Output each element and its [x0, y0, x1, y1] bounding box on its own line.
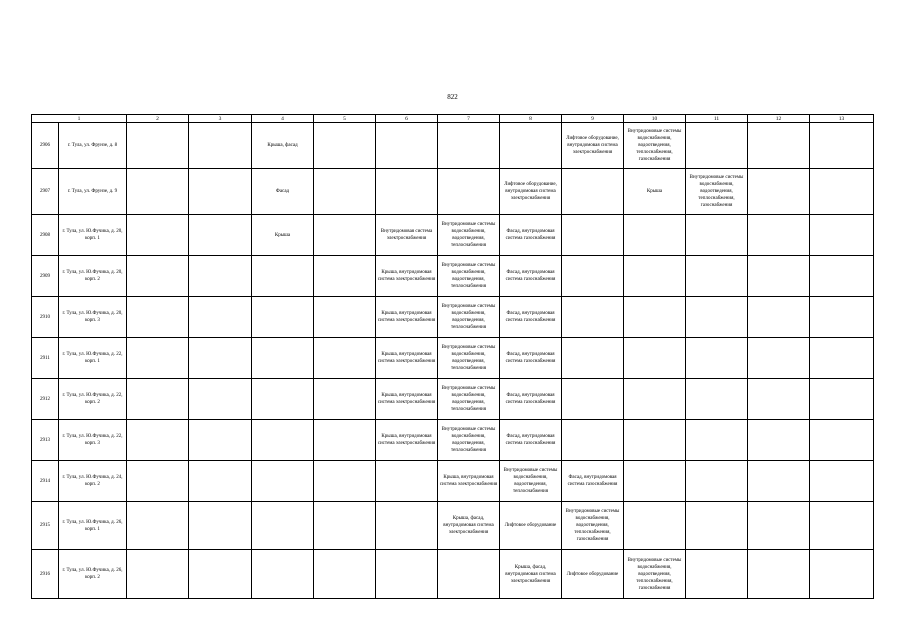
- cell-col-10: [624, 502, 686, 550]
- cell-col-7: Внутридомовые системы водоснабжения, водоотведения, теплоснабжения: [438, 338, 500, 379]
- cell-col-2: [127, 379, 189, 420]
- cell-col-3: [189, 169, 252, 215]
- cell-col-6: Крыша, внутридомовая система электроснабжения: [376, 297, 438, 338]
- cell-col-3: [189, 550, 252, 599]
- cell-col-13: [810, 297, 874, 338]
- cell-col-10: Крыша: [624, 169, 686, 215]
- row-number: 2913: [32, 420, 59, 461]
- cell-col-5: [314, 502, 376, 550]
- cell-col-7: Внутридомовые системы водоснабжения, водоотведения, теплоснабжения: [438, 420, 500, 461]
- cell-col-4: [252, 297, 314, 338]
- cell-col-2: [127, 169, 189, 215]
- cell-col-2: [127, 461, 189, 502]
- column-header: 10: [624, 115, 686, 123]
- cell-col-6: [376, 123, 438, 169]
- cell-col-7: [438, 123, 500, 169]
- cell-col-7: Внутридомовые системы водоснабжения, водоотведения, теплоснабжения: [438, 297, 500, 338]
- cell-col-13: [810, 169, 874, 215]
- cell-col-7: [438, 550, 500, 599]
- cell-col-5: [314, 215, 376, 256]
- cell-col-5: [314, 169, 376, 215]
- cell-col-10: [624, 379, 686, 420]
- address-cell: г. Тула, ул. Ю.Фучика, д. 26, корп. 1: [59, 502, 127, 550]
- column-header: 11: [686, 115, 748, 123]
- cell-col-6: [376, 461, 438, 502]
- column-header: 6: [376, 115, 438, 123]
- address-cell: г. Тула, ул. Фрунзе, д. 8: [59, 123, 127, 169]
- table-row: [32, 550, 874, 599]
- row-number: 2914: [32, 461, 59, 502]
- cell-col-4: Фасад: [252, 169, 314, 215]
- cell-col-3: [189, 256, 252, 297]
- cell-col-11: [686, 461, 748, 502]
- column-header: 12: [748, 115, 810, 123]
- cell-col-13: [810, 420, 874, 461]
- cell-col-12: [748, 338, 810, 379]
- column-header: 8: [500, 115, 562, 123]
- table-body: [32, 115, 874, 599]
- cell-col-12: [748, 256, 810, 297]
- table-row: [32, 379, 874, 420]
- cell-col-2: [127, 502, 189, 550]
- cell-col-9: [562, 169, 624, 215]
- cell-col-7: Внутридомовые системы водоснабжения, водоотведения, теплоснабжения: [438, 256, 500, 297]
- cell-col-8: Крыша, фасад, внутридомовая система электроснабжения: [500, 550, 562, 599]
- column-header: 5: [314, 115, 376, 123]
- cell-col-4: [252, 461, 314, 502]
- cell-col-6: Крыша, внутридомовая система электроснабжения: [376, 420, 438, 461]
- cell-col-8: Фасад, внутридомовая система газоснабжения: [500, 379, 562, 420]
- cell-col-5: [314, 297, 376, 338]
- cell-col-6: Крыша, внутридомовая система электроснабжения: [376, 338, 438, 379]
- cell-col-10: [624, 297, 686, 338]
- cell-col-3: [189, 379, 252, 420]
- cell-col-2: [127, 338, 189, 379]
- cell-col-13: [810, 256, 874, 297]
- cell-col-12: [748, 297, 810, 338]
- cell-col-13: [810, 502, 874, 550]
- address-cell: г. Тула, ул. Ю.Фучика, д. 20, корп. 1: [59, 215, 127, 256]
- cell-col-13: [810, 215, 874, 256]
- row-number: 2915: [32, 502, 59, 550]
- cell-col-2: [127, 550, 189, 599]
- cell-col-2: [127, 256, 189, 297]
- address-cell: г. Тула, ул. Ю.Фучика, д. 20, корп. 2: [59, 256, 127, 297]
- cell-col-5: [314, 550, 376, 599]
- cell-col-11: [686, 379, 748, 420]
- column-header: 2: [127, 115, 189, 123]
- cell-col-6: Внутридомовая система электроснабжения: [376, 215, 438, 256]
- column-header: 1: [32, 115, 127, 123]
- cell-col-8: Внутридомовые системы водоснабжения, водоотведения, теплоснабжения: [500, 461, 562, 502]
- cell-col-6: [376, 502, 438, 550]
- address-cell: г. Тула, ул. Ю.Фучика, д. 20, корп. 3: [59, 297, 127, 338]
- cell-col-6: Крыша, внутридомовая система электроснабжения: [376, 256, 438, 297]
- address-cell: г. Тула, ул. Ю.Фучика, д. 22, корп. 2: [59, 379, 127, 420]
- cell-col-11: [686, 550, 748, 599]
- cell-col-12: [748, 123, 810, 169]
- cell-col-9: Лифтовое оборудование, внутридомовая система электроснабжения: [562, 123, 624, 169]
- column-header-row: [32, 115, 874, 123]
- cell-col-6: [376, 550, 438, 599]
- cell-col-7: Внутридомовые системы водоснабжения, водоотведения, теплоснабжения: [438, 379, 500, 420]
- row-number: 2912: [32, 379, 59, 420]
- address-cell: г. Тула, ул. Ю.Фучика, д. 22, корп. 1: [59, 338, 127, 379]
- cell-col-13: [810, 550, 874, 599]
- cell-col-6: [376, 169, 438, 215]
- cell-col-9: [562, 338, 624, 379]
- cell-col-8: Лифтовое оборудование, внутридомовая система электроснабжения: [500, 169, 562, 215]
- cell-col-3: [189, 338, 252, 379]
- cell-col-4: Крыша: [252, 215, 314, 256]
- cell-col-5: [314, 461, 376, 502]
- cell-col-11: [686, 215, 748, 256]
- row-number: 2908: [32, 215, 59, 256]
- table-row: [32, 297, 874, 338]
- cell-col-2: [127, 123, 189, 169]
- cell-col-5: [314, 256, 376, 297]
- table-row: [32, 502, 874, 550]
- column-header: 4: [252, 115, 314, 123]
- cell-col-13: [810, 338, 874, 379]
- address-cell: г. Тула, ул. Ю.Фучика, д. 24, корп. 2: [59, 461, 127, 502]
- cell-col-4: [252, 420, 314, 461]
- cell-col-12: [748, 550, 810, 599]
- cell-col-11: [686, 338, 748, 379]
- table-row: [32, 215, 874, 256]
- cell-col-10: Внутридомовые системы водоснабжения, водоотведения, теплоснабжения, газоснабжения: [624, 123, 686, 169]
- address-cell: г. Тула, ул. Фрунзе, д. 9: [59, 169, 127, 215]
- table-row: [32, 420, 874, 461]
- cell-col-9: Лифтовое оборудование: [562, 550, 624, 599]
- row-number: 2911: [32, 338, 59, 379]
- cell-col-9: [562, 379, 624, 420]
- cell-col-8: Лифтовое оборудование: [500, 502, 562, 550]
- row-number: 2909: [32, 256, 59, 297]
- cell-col-10: Внутридомовые системы водоснабжения, водоотведения, теплоснабжения, газоснабжения: [624, 550, 686, 599]
- cell-col-8: Фасад, внутридомовая система газоснабжения: [500, 215, 562, 256]
- cell-col-3: [189, 420, 252, 461]
- row-number: 2910: [32, 297, 59, 338]
- cell-col-9: [562, 297, 624, 338]
- cell-col-3: [189, 502, 252, 550]
- cell-col-7: Крыша, фасад, внутридомовая система электроснабжения: [438, 502, 500, 550]
- cell-col-5: [314, 420, 376, 461]
- cell-col-2: [127, 215, 189, 256]
- cell-col-5: [314, 123, 376, 169]
- cell-col-11: Внутридомовые системы водоснабжения, водоотведения, теплоснабжения, газоснабжения: [686, 169, 748, 215]
- cell-col-4: [252, 256, 314, 297]
- cell-col-2: [127, 420, 189, 461]
- cell-col-11: [686, 420, 748, 461]
- table-row: [32, 123, 874, 169]
- cell-col-12: [748, 169, 810, 215]
- cell-col-10: [624, 215, 686, 256]
- cell-col-8: Фасад, внутридомовая система газоснабжения: [500, 297, 562, 338]
- cell-col-9: [562, 256, 624, 297]
- cell-col-12: [748, 461, 810, 502]
- cell-col-12: [748, 502, 810, 550]
- table-row: [32, 461, 874, 502]
- cell-col-12: [748, 420, 810, 461]
- cell-col-10: [624, 420, 686, 461]
- cell-col-3: [189, 461, 252, 502]
- cell-col-13: [810, 123, 874, 169]
- cell-col-9: Внутридомовые системы водоснабжения, водоотведения, теплоснабжения, газоснабжения: [562, 502, 624, 550]
- cell-col-4: [252, 502, 314, 550]
- cell-col-9: [562, 420, 624, 461]
- cell-col-3: [189, 297, 252, 338]
- row-number: 2906: [32, 123, 59, 169]
- cell-col-4: [252, 379, 314, 420]
- table-row: [32, 169, 874, 215]
- cell-col-7: Крыша, внутридомовая система электроснабжения: [438, 461, 500, 502]
- cell-col-10: [624, 461, 686, 502]
- address-cell: г. Тула, ул. Ю.Фучика, д. 26, корп. 2: [59, 550, 127, 599]
- address-cell: г. Тула, ул. Ю.Фучика, д. 22, корп. 3: [59, 420, 127, 461]
- cell-col-8: Фасад, внутридомовая система газоснабжения: [500, 420, 562, 461]
- cell-col-5: [314, 379, 376, 420]
- cell-col-3: [189, 123, 252, 169]
- cell-col-8: Фасад, внутридомовая система газоснабжения: [500, 338, 562, 379]
- cell-col-12: [748, 379, 810, 420]
- page-number: 822: [447, 93, 458, 101]
- column-header: 13: [810, 115, 874, 123]
- table-row: [32, 338, 874, 379]
- cell-col-8: [500, 123, 562, 169]
- cell-col-4: Крыша, фасад: [252, 123, 314, 169]
- cell-col-13: [810, 379, 874, 420]
- row-number: 2907: [32, 169, 59, 215]
- cell-col-4: [252, 338, 314, 379]
- cell-col-11: [686, 297, 748, 338]
- cell-col-12: [748, 215, 810, 256]
- cell-col-7: Внутридомовые системы водоснабжения, водоотведения, теплоснабжения: [438, 215, 500, 256]
- column-header: 9: [562, 115, 624, 123]
- cell-col-11: [686, 123, 748, 169]
- column-header: 7: [438, 115, 500, 123]
- cell-col-9: Фасад, внутридомовая система газоснабжения: [562, 461, 624, 502]
- cell-col-11: [686, 256, 748, 297]
- cell-col-10: [624, 256, 686, 297]
- cell-col-13: [810, 461, 874, 502]
- cell-col-4: [252, 550, 314, 599]
- cell-col-9: [562, 215, 624, 256]
- cell-col-10: [624, 338, 686, 379]
- row-number: 2916: [32, 550, 59, 599]
- cell-col-3: [189, 215, 252, 256]
- column-header: 3: [189, 115, 252, 123]
- cell-col-5: [314, 338, 376, 379]
- cell-col-11: [686, 502, 748, 550]
- cell-col-2: [127, 297, 189, 338]
- cell-col-6: Крыша, внутридомовая система электроснабжения: [376, 379, 438, 420]
- cell-col-7: [438, 169, 500, 215]
- cell-col-8: Фасад, внутридомовая система газоснабжения: [500, 256, 562, 297]
- table-row: [32, 256, 874, 297]
- register-table: [31, 114, 874, 599]
